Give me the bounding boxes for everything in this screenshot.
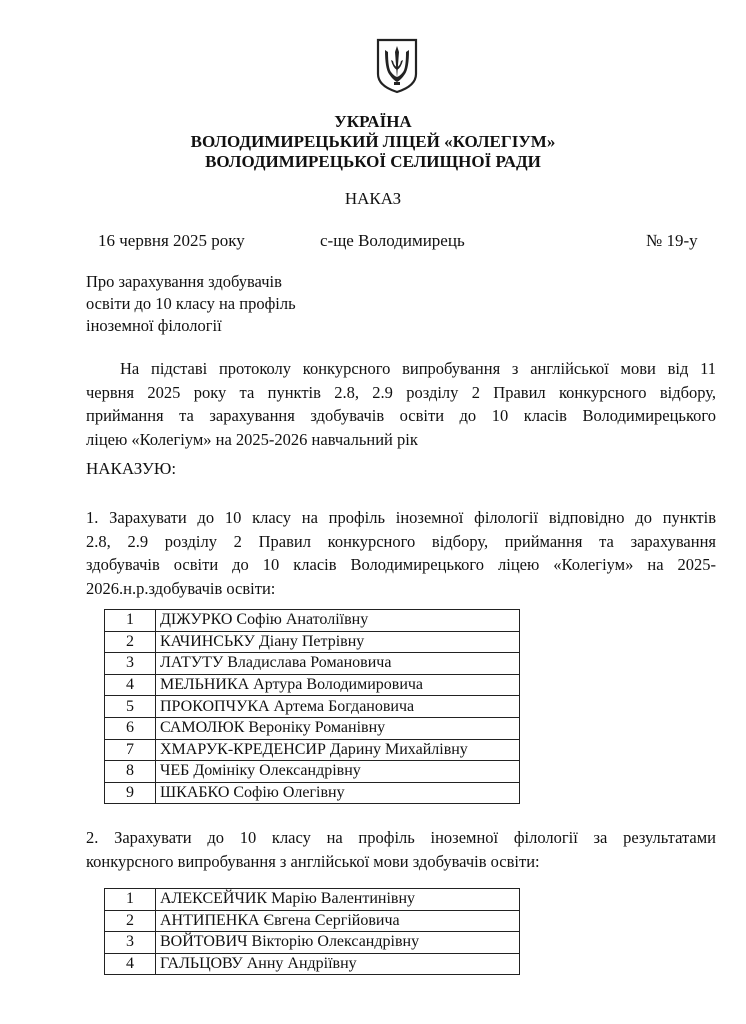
table-row	[105, 910, 520, 932]
students-table-2	[104, 888, 520, 975]
table-row	[105, 739, 520, 761]
section2-line: конкурсного випробування з англійської мови здобувачів освіти:	[86, 851, 540, 871]
preamble-paragraph	[86, 357, 716, 451]
preamble-line: приймання та зарахування здобувачів освіти до 10 класів Володимирецького	[86, 406, 716, 425]
row-number: 7	[105, 739, 156, 761]
table-row	[105, 932, 520, 954]
table-row	[105, 953, 520, 975]
section2-paragraph	[86, 826, 716, 873]
section1-line: 2026.н.р.здобувачів освіти:	[86, 578, 276, 598]
preamble-line: ліцею «Колегіум» на 2025-2026 навчальний рік	[86, 429, 418, 449]
section1-paragraph	[86, 506, 716, 600]
table-row	[105, 717, 520, 739]
table-row	[105, 610, 520, 632]
table-row	[105, 653, 520, 675]
student-name: АНТИПЕНКА Євгена Сергійовича	[156, 910, 520, 932]
section1-line: 2.8, 2.9 розділу 2 Правил конкурсного відбору, приймання та зарахування	[86, 531, 716, 551]
student-name: ХМАРУК-КРЕДЕНСИР Дарину Михайлівну	[156, 739, 520, 761]
student-name: МЕЛЬНИКА Артура Володимировича	[156, 674, 520, 696]
institution-title: ВОЛОДИМИРЕЦЬКИЙ ЛІЦЕЙ «КОЛЕГІУМ»	[190, 132, 556, 151]
order-date: 16 червня 2025 року	[98, 231, 245, 250]
council-title: ВОЛОДИМИРЕЦЬКОЇ СЕЛИЩНОЇ РАДИ	[205, 152, 541, 171]
student-name: АЛЕКСЕЙЧИК Марію Валентинівну	[156, 889, 520, 911]
row-number: 6	[105, 717, 156, 739]
student-name: САМОЛЮК Вероніку Романівну	[156, 717, 520, 739]
student-name: ШКАБКО Софію Олегівну	[156, 782, 520, 804]
section1-line: 1. Зарахувати до 10 класу на профіль іноземної філології відповідно до пунктів	[86, 508, 716, 527]
order-word: НАКАЗУЮ:	[86, 459, 177, 478]
row-number: 1	[105, 610, 156, 632]
row-number: 2	[105, 910, 156, 932]
row-number: 2	[105, 631, 156, 653]
subject-line: іноземної філології	[86, 316, 222, 335]
student-name: ВОЙТОВИЧ Вікторію Олександрівну	[156, 932, 520, 954]
student-name: ГАЛЬЦОВУ Анну Андріївну	[156, 953, 520, 975]
student-name: КАЧИНСЬКУ Діану Петрівну	[156, 631, 520, 653]
student-name: ДІЖУРКО Софію Анатоліївну	[156, 610, 520, 632]
table-row	[105, 761, 520, 783]
preamble-line: На підставі протоколу конкурсного випробування з англійської мови від 11	[120, 359, 716, 378]
row-number: 3	[105, 653, 156, 675]
section1-line: здобувачів освіти до 10 класів Володимирецького ліцею «Колегіум» на 2025-	[86, 555, 716, 574]
row-number: 9	[105, 782, 156, 804]
country-title: УКРАЇНА	[334, 112, 412, 131]
section2-line: 2. Зарахувати до 10 класу на профіль іноземної філології за результатами	[86, 828, 716, 847]
row-number: 1	[105, 889, 156, 911]
students-table-1	[104, 609, 520, 804]
preamble-line: червня 2025 року та пунктів 2.8, 2.9 розділу 2 Правил конкурсного відбору,	[86, 382, 716, 402]
table-row	[105, 631, 520, 653]
row-number: 8	[105, 761, 156, 783]
row-number: 5	[105, 696, 156, 718]
document-type: НАКАЗ	[344, 189, 402, 208]
table-row	[105, 889, 520, 911]
student-name: ЧЕБ Домініку Олександрівну	[156, 761, 520, 783]
row-number: 4	[105, 953, 156, 975]
table-row	[105, 696, 520, 718]
student-name: ЛАТУТУ Владислава Романовича	[156, 653, 520, 675]
trident-coat-of-arms-icon	[375, 38, 419, 94]
order-place: с-ще Володимирець	[320, 231, 465, 250]
subject-line: освіти до 10 класу на профіль	[86, 294, 296, 313]
student-name: ПРОКОПЧУКА Артема Богдановича	[156, 696, 520, 718]
table-row	[105, 782, 520, 804]
row-number: 3	[105, 932, 156, 954]
order-subject	[86, 271, 296, 337]
order-number: № 19-у	[646, 231, 698, 250]
table-row	[105, 674, 520, 696]
row-number: 4	[105, 674, 156, 696]
subject-line: Про зарахування здобувачів	[86, 272, 282, 291]
